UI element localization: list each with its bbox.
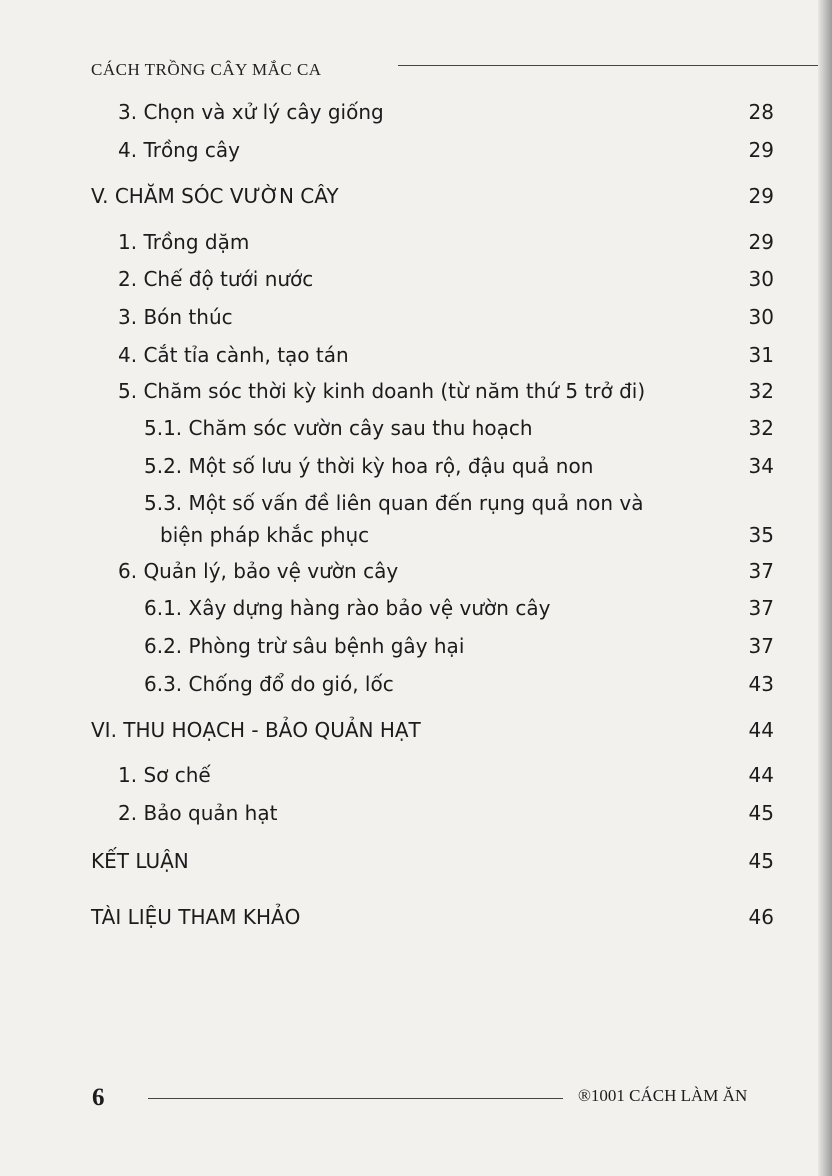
toc-entry <box>0 137 832 167</box>
toc-section <box>0 183 832 213</box>
toc-subentry-page: 37 <box>748 596 774 620</box>
toc-entry-page: 37 <box>748 559 774 583</box>
toc-subentry-page: 32 <box>748 416 774 440</box>
toc-subentry <box>0 633 832 663</box>
toc-entry <box>0 558 832 588</box>
toc-section <box>0 717 832 747</box>
toc-subentry-page: 43 <box>748 672 774 696</box>
toc-entry-page: 30 <box>748 305 774 329</box>
toc-subentry <box>0 671 832 701</box>
toc-subentry-label: 5.3. Một số vấn đề liên quan đến rụng quả non và <box>144 491 644 515</box>
footer-series-brand: ®1001 CÁCH LÀM ĂN <box>578 1086 748 1105</box>
toc-entry-page: 44 <box>748 763 774 787</box>
toc-entry-page: 29 <box>748 138 774 162</box>
toc-entry-label: 1. Sơ chế <box>118 763 211 787</box>
page-number: 6 <box>92 1084 105 1111</box>
toc-subentry <box>0 595 832 625</box>
toc-entry-label: 4. Trồng cây <box>118 138 240 162</box>
toc-subentry-page: 35 <box>748 523 774 547</box>
toc-subentry <box>0 490 832 550</box>
toc-subentry-label: 6.2. Phòng trừ sâu bệnh gây hại <box>144 634 465 658</box>
toc-entry-label: 5. Chăm sóc thời kỳ kinh doanh (từ năm thứ 5 trở đi) <box>118 379 646 403</box>
toc-entry-page: 29 <box>748 230 774 254</box>
toc-subentry-page: 34 <box>748 454 774 478</box>
toc-entry <box>0 304 832 334</box>
running-header-title: CÁCH TRỒNG CÂY MẮC CA <box>91 60 322 79</box>
toc-section-label: TÀI LIỆU THAM KHẢO <box>91 905 301 929</box>
toc-subentry-page: 37 <box>748 634 774 658</box>
toc-entry-label: 6. Quản lý, bảo vệ vườn cây <box>118 559 399 583</box>
toc-section-label: VI. THU HOẠCH - BẢO QUẢN HẠT <box>91 718 421 742</box>
footer-rule <box>148 1098 563 1099</box>
toc-entry-page: 28 <box>748 100 774 124</box>
toc-entry <box>0 762 832 792</box>
header-rule <box>398 65 818 66</box>
toc-entry-page: 30 <box>748 267 774 291</box>
page-edge-shadow <box>818 0 832 1176</box>
toc-section <box>0 848 832 878</box>
toc-subentry <box>0 415 832 445</box>
toc-subentry <box>0 453 832 483</box>
toc-subentry-label: 5.1. Chăm sóc vườn cây sau thu hoạch <box>144 416 533 440</box>
toc-entry <box>0 99 832 129</box>
toc-section-page: 44 <box>748 718 774 742</box>
toc-subentry-label: 6.3. Chống đổ do gió, lốc <box>144 672 394 696</box>
toc-section-label: V. CHĂM SÓC VƯỜN CÂY <box>91 184 339 208</box>
toc-section-page: 29 <box>748 184 774 208</box>
toc-entry <box>0 800 832 830</box>
toc-subentry-label: 5.2. Một số lưu ý thời kỳ hoa rộ, đậu quả non <box>144 454 594 478</box>
toc-entry-label: 1. Trồng dặm <box>118 230 250 254</box>
toc-entry <box>0 342 832 372</box>
toc-entry <box>0 229 832 259</box>
toc-entry <box>0 266 832 296</box>
toc-entry-label: 4. Cắt tỉa cành, tạo tán <box>118 343 349 367</box>
toc-entry-page: 31 <box>748 343 774 367</box>
toc-subentry-label: 6.1. Xây dựng hàng rào bảo vệ vườn cây <box>144 596 551 620</box>
toc-entry-label: 2. Bảo quản hạt <box>118 801 278 825</box>
toc-entry-page: 45 <box>748 801 774 825</box>
toc-section-label: KẾT LUẬN <box>91 849 189 873</box>
toc-entry <box>0 378 832 408</box>
toc-entry-page: 32 <box>748 379 774 403</box>
toc-entry-label: 2. Chế độ tưới nước <box>118 267 314 291</box>
toc-entry-label: 3. Chọn và xử lý cây giống <box>118 100 384 124</box>
toc-section <box>0 904 832 934</box>
toc-entry-label: 3. Bón thúc <box>118 305 233 329</box>
toc-subentry-label-continued: biện pháp khắc phục <box>160 523 370 547</box>
toc-section-page: 45 <box>748 849 774 873</box>
toc-section-page: 46 <box>748 905 774 929</box>
